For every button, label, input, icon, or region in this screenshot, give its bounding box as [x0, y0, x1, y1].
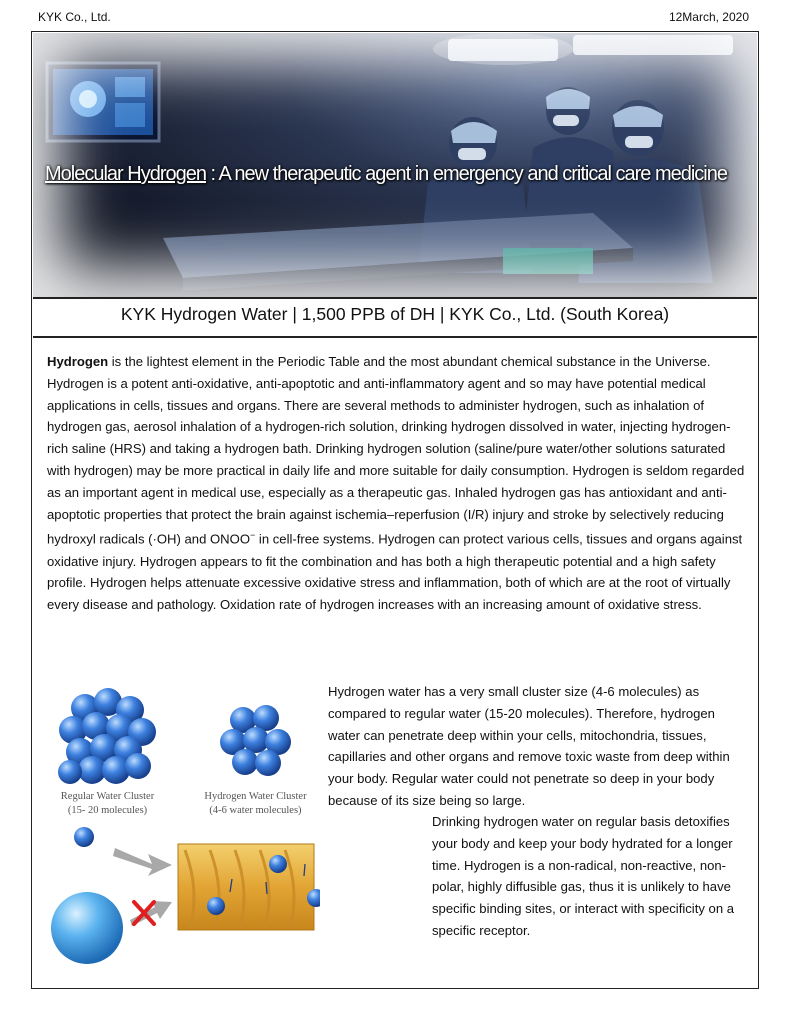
cluster-size-paragraph: Hydrogen water has a very small cluster size (4-6 molecules) as compared to regular water (15-20 molecules). Therefore, hydrogen water can penetrate deep within your cells, mitochondria, tissues, capillaries and other organs and remove toxic waste from deep within your body. Regular water could not penetrate so deep in your body because of its size being so large. — [328, 684, 730, 808]
intro-text-2: in cell-free systems. Hydrogen can protect various cells, tissues and organs against oxidative injury. Hydrogen appears to fit the combination and has both a high therapeutic potential and a high safety profile. Hydrogen helps attenuate excessive oxidative stress and inflammation, both of which are at the root of virtually every disease and pathology. Oxidation rate of hydrogen increases with an increasing amount of oxidative stress. — [47, 531, 743, 613]
large-molecule-sphere — [51, 892, 123, 964]
regular-cluster-caption — [40, 790, 175, 818]
hydrogen-caption-line-2: (4-6 water molecules) — [209, 805, 302, 816]
banner-title-rest: : A new therapeutic agent in emergency and critical care medicine — [205, 163, 727, 185]
product-subtitle: KYK Hydrogen Water | 1,500 PPB of DH | KYK Co., Ltd. (South Korea) — [120, 304, 670, 324]
banner-title — [45, 163, 727, 186]
small-molecule-sphere — [74, 827, 94, 847]
document-date: 12March, 2020 — [668, 10, 749, 24]
pass-arrow-icon — [113, 848, 172, 876]
intro-paragraph — [47, 351, 747, 616]
subtitle-divider — [33, 336, 757, 338]
hydrogen-water-cluster — [220, 705, 291, 776]
banner-image — [33, 33, 757, 297]
drinking-water-paragraph: Drinking hydrogen water on regular basis detoxifies your body and keep your body hydrated for a longer time. Hydrogen is a non-radical, non-reactive, non-polar, highly diffusible gas, thus it is unlikely to have specific binding sites, or interact with specificity on a specific receptor. — [432, 814, 735, 938]
hydrogen-caption-line-1: Hydrogen Water Cluster — [204, 791, 307, 802]
regular-water-cluster — [58, 688, 156, 784]
cluster-diagram — [40, 670, 320, 975]
superscript-minus: − — [250, 530, 256, 541]
regular-caption-line-2: (15- 20 molecules) — [67, 805, 148, 816]
regular-caption-line-1: Regular Water Cluster — [60, 791, 155, 802]
company-name: KYK Co., Ltd. — [38, 10, 111, 24]
hydrogen-cluster-caption — [188, 790, 323, 818]
banner-title-highlight: Molecular Hydrogen — [45, 163, 206, 185]
banner-divider — [33, 297, 757, 299]
intro-text-1: is the lightest element in the Periodic Table and the most abundant chemical substance in the Universe. Hydrogen is a potent anti-oxidative, anti-apoptotic and anti-inflammatory agent and so may have potential medical applications in cells, tissues and organs. There are several methods to administer hydrogen, such as inhalation of hydrogen gas, aerosol inhalation of a hydrogen-rich solution, drinking hydrogen dissolved in water, injecting hydrogen-rich saline (HRS) and taking a hydrogen bath. Drinking hydrogen solution (saline/pure water/other solutions saturated with hydrogen) may be more practical in daily life and more suitable for daily consumption. Hydrogen is seldom regarded as an important agent in medical use, especially as a therapeutic gas. Inhaled hydrogen gas has antioxidant and anti-apoptotic properties that protect the brain against ischemia–reperfusion (I/R) injury and stroke by selectively reducing hydroxyl radicals (·OH) and ONOO — [47, 354, 745, 547]
water-cluster-illustration — [40, 670, 320, 975]
intro-lead: Hydrogen — [47, 354, 109, 369]
